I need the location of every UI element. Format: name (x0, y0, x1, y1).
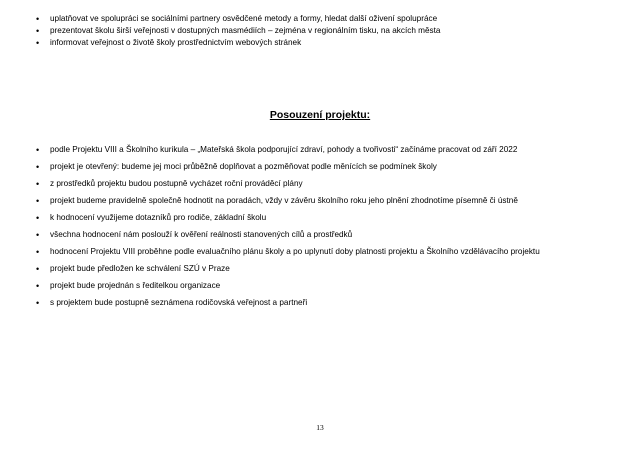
list-item: • informovat veřejnost o životě školy prostřednictvím webových stránek (36, 37, 626, 49)
section-title: Posouzení projektu: (269, 109, 371, 121)
list-item: • prezentovat školu širší veřejnosti v dostupných masmédiích – zejména v regionálním tisku, na akcích města (36, 25, 626, 37)
page-number: 13 (316, 423, 324, 432)
list-item: • projekt je otevřený: budeme jej moci průběžně doplňovat a pozměňovat podle měnících se podmínek školy (36, 162, 626, 172)
list-item: • hodnocení Projektu VIII proběhne podle evaluačního plánu školy a po uplynutí doby platnosti projektu a Školního vzdělávacího projektu (36, 247, 626, 257)
list-item: • projekt bude projednán s ředitelkou organizace (36, 281, 626, 291)
top-bullet-list (36, 13, 626, 50)
list-item: • podle Projektu VIII a Školního kurikula – „Mateřská škola podporující zdraví, pohody a tvořivosti“ začínáme pracovat od září 2022 (36, 145, 626, 155)
list-item: • uplatňovat ve spolupráci se sociálními partnery osvědčené metody a formy, hledat další oživení spolupráce (36, 13, 626, 25)
list-item: • k hodnocení využijeme dotazníků pro rodiče, základní školu (36, 213, 626, 223)
list-item: • projekt bude předložen ke schválení SZÚ v Praze (36, 264, 626, 274)
list-item: • s projektem bude postupně seznámena rodičovská veřejnost a partneři (36, 298, 626, 308)
list-item: • všechna hodnocení nám poslouží k ověření reálnosti stanovených cílů a prostředků (36, 230, 626, 240)
assessment-bullet-list (36, 145, 626, 315)
list-item: • projekt budeme pravidelně společně hodnotit na poradách, vždy v závěru školního roku jeho plnění zhodnotíme písemně či ústně (36, 196, 626, 206)
list-item: • z prostředků projektu budou postupně vycházet roční prováděcí plány (36, 179, 626, 189)
